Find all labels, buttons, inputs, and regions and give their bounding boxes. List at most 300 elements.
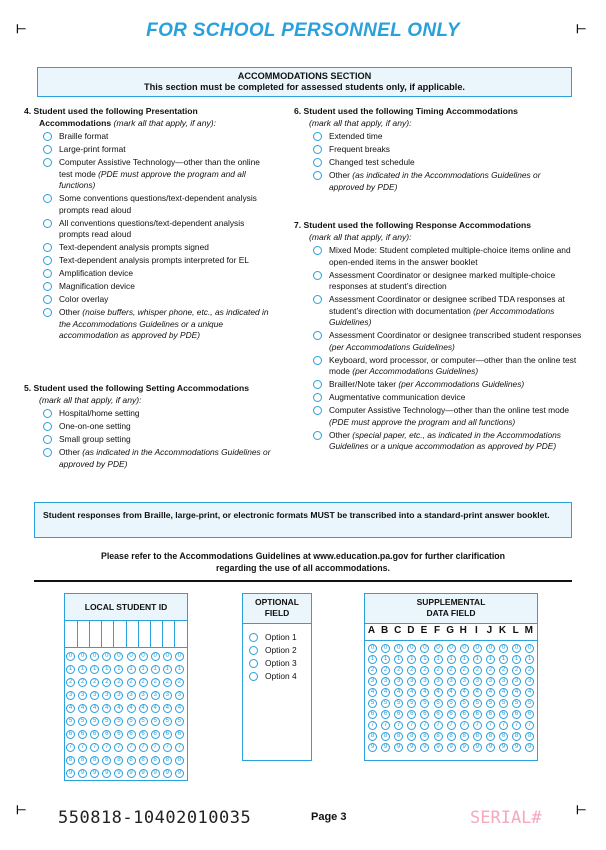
digit-bubble[interactable]: 0 [114,652,123,661]
digit-bubble[interactable]: 9 [473,743,482,752]
option-item[interactable] [309,131,564,143]
radio-bubble[interactable] [43,435,52,444]
digit-bubble[interactable]: 5 [78,717,87,726]
digit-bubble[interactable]: 1 [139,665,148,674]
option-item[interactable] [39,421,274,433]
option-note: (per Accommodations Guidelines) [398,379,525,389]
digit-bubble[interactable]: 2 [127,678,136,687]
radio-bubble[interactable] [313,295,322,304]
digit-bubble[interactable]: 6 [486,710,495,719]
digit-bubble[interactable]: 1 [66,665,75,674]
digit-bubble[interactable]: 5 [114,717,123,726]
digit-bubble[interactable]: 8 [66,756,75,765]
option-item[interactable] [309,144,564,156]
digit-bubble[interactable]: 0 [163,652,172,661]
option-item[interactable] [39,193,274,216]
digit-bubble[interactable]: 6 [78,730,87,739]
digit-bubble[interactable]: 5 [368,699,377,708]
digit-bubble[interactable]: 0 [102,652,111,661]
digit-bubble[interactable]: 9 [407,743,416,752]
digit-bubble[interactable]: 8 [78,756,87,765]
option-item[interactable] [309,392,584,404]
option-label: Augmentative communication device [329,392,466,402]
digit-bubble[interactable]: 8 [127,756,136,765]
digit-bubble[interactable]: 8 [394,732,403,741]
digit-bubble[interactable]: 4 [139,704,148,713]
digit-bubble[interactable]: 2 [420,666,429,675]
digit-bubble[interactable]: 1 [394,655,403,664]
digit-bubble[interactable]: 3 [420,677,429,686]
digit-bubble[interactable]: 2 [139,678,148,687]
digit-bubble[interactable]: 1 [175,665,184,674]
digit-bubble[interactable]: 5 [66,717,75,726]
digit-bubble[interactable]: 6 [127,730,136,739]
digit-bubble[interactable]: 7 [163,743,172,752]
digit-bubble[interactable]: 0 [499,644,508,653]
digit-bubble[interactable]: 8 [434,732,443,741]
digit-bubble[interactable]: 0 [381,644,390,653]
digit-bubble[interactable]: 5 [139,717,148,726]
digit-bubble[interactable]: 4 [381,688,390,697]
digit-bubble[interactable]: 1 [512,655,521,664]
digit-bubble[interactable]: 6 [151,730,160,739]
digit-bubble[interactable]: 9 [66,769,75,778]
digit-bubble[interactable]: 1 [151,665,160,674]
radio-bubble[interactable] [313,331,322,340]
digit-bubble[interactable]: 0 [151,652,160,661]
digit-bubble[interactable]: 0 [486,644,495,653]
digit-bubble[interactable]: 8 [460,732,469,741]
digit-bubble[interactable]: 0 [368,644,377,653]
digit-bubble[interactable]: 0 [420,644,429,653]
digit-bubble[interactable]: 6 [512,710,521,719]
radio-bubble[interactable] [313,246,322,255]
digit-bubble[interactable]: 8 [486,732,495,741]
digit-bubble[interactable]: 2 [102,678,111,687]
digit-bubble[interactable]: 2 [447,666,456,675]
digit-bubble[interactable]: 5 [381,699,390,708]
digit-bubble[interactable]: 8 [175,756,184,765]
digit-bubble[interactable]: 9 [114,769,123,778]
digit-bubble[interactable]: 3 [434,677,443,686]
digit-bubble[interactable]: 1 [78,665,87,674]
digit-bubble[interactable]: 8 [499,732,508,741]
digit-bubble[interactable]: 1 [90,665,99,674]
digit-bubble[interactable]: 2 [66,678,75,687]
digit-bubble[interactable]: 7 [139,743,148,752]
digit-bubble[interactable]: 6 [102,730,111,739]
radio-bubble[interactable] [43,256,52,265]
digit-bubble[interactable]: 1 [420,655,429,664]
digit-bubble[interactable]: 4 [447,688,456,697]
digit-bubble[interactable]: 0 [139,652,148,661]
option-item[interactable] [39,408,274,420]
digit-bubble[interactable]: 1 [499,655,508,664]
radio-bubble[interactable] [249,633,258,642]
digit-bubble[interactable]: 2 [473,666,482,675]
digit-bubble[interactable]: 3 [499,677,508,686]
digit-bubble[interactable]: 9 [499,743,508,752]
option-item[interactable] [39,281,274,293]
digit-bubble[interactable]: 5 [407,699,416,708]
option-item[interactable] [309,294,584,329]
digit-bubble[interactable]: 9 [434,743,443,752]
digit-bubble[interactable]: 8 [368,732,377,741]
digit-bubble[interactable]: 8 [407,732,416,741]
digit-bubble[interactable]: 8 [163,756,172,765]
digit-bubble[interactable]: 3 [175,691,184,700]
radio-bubble[interactable] [249,659,258,668]
option-item[interactable] [309,355,584,378]
digit-bubble[interactable]: 4 [175,704,184,713]
digit-bubble[interactable]: 5 [499,699,508,708]
digit-bubble[interactable]: 6 [434,710,443,719]
option-item[interactable] [309,157,564,169]
digit-bubble[interactable]: 9 [447,743,456,752]
radio-bubble[interactable] [313,356,322,365]
option-item[interactable] [39,294,274,306]
digit-bubble[interactable]: 4 [407,688,416,697]
digit-bubble[interactable]: 7 [486,721,495,730]
digit-bubble[interactable]: 3 [66,691,75,700]
option-item[interactable] [309,330,584,353]
digit-bubble[interactable]: 0 [460,644,469,653]
digit-bubble[interactable]: 3 [512,677,521,686]
digit-bubble[interactable]: 9 [151,769,160,778]
radio-bubble[interactable] [43,409,52,418]
digit-bubble[interactable]: 2 [114,678,123,687]
digit-bubble[interactable]: 7 [499,721,508,730]
digit-bubble[interactable]: 5 [447,699,456,708]
digit-bubble[interactable]: 7 [127,743,136,752]
digit-bubble[interactable]: 1 [127,665,136,674]
digit-bubble[interactable]: 5 [486,699,495,708]
digit-bubble[interactable]: 7 [473,721,482,730]
digit-bubble[interactable]: 3 [78,691,87,700]
digit-bubble[interactable]: 1 [114,665,123,674]
digit-bubble[interactable]: 4 [499,688,508,697]
radio-bubble[interactable] [43,145,52,154]
digit-bubble[interactable]: 8 [139,756,148,765]
digit-bubble[interactable]: 4 [525,688,534,697]
digit-bubble[interactable]: 1 [381,655,390,664]
radio-bubble[interactable] [43,194,52,203]
digit-bubble[interactable]: 0 [447,644,456,653]
radio-bubble[interactable] [43,448,52,457]
option-item[interactable] [309,430,584,453]
digit-bubble[interactable]: 0 [78,652,87,661]
optional-option[interactable] [245,671,311,683]
radio-bubble[interactable] [249,672,258,681]
radio-bubble[interactable] [313,406,322,415]
option-item[interactable] [309,170,564,193]
digit-bubble[interactable]: 3 [90,691,99,700]
digit-bubble[interactable]: 5 [163,717,172,726]
digit-bubble[interactable]: 9 [139,769,148,778]
digit-bubble[interactable]: 0 [394,644,403,653]
digit-bubble[interactable]: 3 [368,677,377,686]
digit-bubble[interactable]: 1 [407,655,416,664]
digit-bubble[interactable]: 5 [175,717,184,726]
digit-bubble[interactable]: 4 [394,688,403,697]
digit-bubble[interactable]: 2 [90,678,99,687]
digit-bubble[interactable]: 6 [499,710,508,719]
digit-bubble[interactable]: 0 [525,644,534,653]
digit-bubble[interactable]: 9 [78,769,87,778]
digit-bubble[interactable]: 5 [394,699,403,708]
digit-bubble[interactable]: 6 [114,730,123,739]
digit-bubble[interactable]: 0 [407,644,416,653]
digit-bubble[interactable]: 2 [368,666,377,675]
digit-bubble[interactable]: 4 [434,688,443,697]
option-item[interactable] [39,131,274,143]
digit-bubble[interactable]: 6 [90,730,99,739]
option-item[interactable] [39,218,274,241]
digit-bubble[interactable]: 6 [368,710,377,719]
optional-option[interactable] [245,658,311,670]
digit-bubble[interactable]: 4 [473,688,482,697]
digit-bubble[interactable]: 7 [151,743,160,752]
digit-bubble[interactable]: 4 [420,688,429,697]
digit-bubble[interactable]: 2 [460,666,469,675]
digit-bubble[interactable]: 0 [473,644,482,653]
digit-bubble[interactable]: 3 [447,677,456,686]
radio-bubble[interactable] [43,132,52,141]
option-item[interactable] [39,255,274,267]
digit-bubble[interactable]: 6 [420,710,429,719]
digit-bubble[interactable]: 6 [525,710,534,719]
digit-bubble[interactable]: 3 [525,677,534,686]
radio-bubble[interactable] [249,646,258,655]
digit-bubble[interactable]: 7 [394,721,403,730]
digit-bubble[interactable]: 6 [175,730,184,739]
digit-bubble[interactable]: 9 [163,769,172,778]
digit-bubble[interactable]: 9 [368,743,377,752]
digit-bubble[interactable]: 9 [420,743,429,752]
radio-bubble[interactable] [313,158,322,167]
radio-bubble[interactable] [43,243,52,252]
accommodations-title: ACCOMMODATIONS SECTION [237,71,372,81]
digit-bubble[interactable]: 1 [434,655,443,664]
digit-bubble[interactable]: 4 [127,704,136,713]
digit-bubble[interactable]: 2 [486,666,495,675]
digit-bubble[interactable]: 2 [434,666,443,675]
digit-bubble[interactable]: 8 [420,732,429,741]
digit-bubble[interactable]: 1 [368,655,377,664]
option-item[interactable] [309,270,584,293]
option-item[interactable] [39,242,274,254]
option-item[interactable] [39,307,274,342]
digit-bubble[interactable]: 6 [381,710,390,719]
digit-bubble[interactable]: 2 [175,678,184,687]
digit-bubble[interactable]: 1 [460,655,469,664]
section-title: 4. Student used the following Presentation [24,106,198,116]
digit-bubble[interactable]: 9 [394,743,403,752]
digit-bubble[interactable]: 3 [473,677,482,686]
digit-bubble[interactable]: 0 [90,652,99,661]
digit-bubble[interactable]: 9 [486,743,495,752]
digit-bubble[interactable]: 1 [473,655,482,664]
option-item[interactable] [309,405,584,428]
digit-bubble[interactable]: 5 [102,717,111,726]
radio-bubble[interactable] [313,145,322,154]
digit-bubble[interactable]: 3 [460,677,469,686]
option-item[interactable] [309,379,584,391]
digit-bubble[interactable]: 5 [473,699,482,708]
radio-bubble[interactable] [43,282,52,291]
option-item[interactable] [39,434,274,446]
digit-bubble[interactable]: 9 [90,769,99,778]
optional-option[interactable] [245,645,311,657]
entry-cell-divider [138,621,139,647]
digit-bubble[interactable]: 1 [486,655,495,664]
digit-bubble[interactable]: 2 [163,678,172,687]
digit-bubble[interactable]: 1 [447,655,456,664]
digit-bubble[interactable]: 7 [460,721,469,730]
digit-bubble[interactable]: 7 [434,721,443,730]
digit-bubble[interactable]: 0 [127,652,136,661]
digit-bubble[interactable]: 6 [447,710,456,719]
digit-bubble[interactable]: 3 [127,691,136,700]
digit-bubble[interactable]: 5 [90,717,99,726]
digit-bubble[interactable]: 2 [512,666,521,675]
local-student-id-entry-row[interactable] [65,621,187,648]
digit-bubble[interactable]: 3 [102,691,111,700]
digit-bubble[interactable]: 7 [420,721,429,730]
digit-bubble[interactable]: 7 [368,721,377,730]
digit-bubble[interactable]: 6 [407,710,416,719]
digit-bubble[interactable]: 7 [512,721,521,730]
digit-bubble[interactable]: 8 [447,732,456,741]
digit-bubble[interactable]: 1 [102,665,111,674]
option-item[interactable] [309,245,584,268]
digit-bubble[interactable]: 2 [381,666,390,675]
digit-bubble[interactable]: 9 [102,769,111,778]
digit-bubble[interactable]: 7 [175,743,184,752]
digit-bubble[interactable]: 8 [151,756,160,765]
digit-bubble[interactable]: 3 [114,691,123,700]
digit-bubble[interactable]: 1 [525,655,534,664]
digit-bubble[interactable]: 3 [151,691,160,700]
radio-bubble[interactable] [43,269,52,278]
digit-bubble[interactable]: 4 [66,704,75,713]
digit-bubble[interactable]: 6 [394,710,403,719]
radio-bubble[interactable] [313,171,322,180]
digit-bubble[interactable]: 2 [407,666,416,675]
option-item[interactable] [39,268,274,280]
digit-bubble[interactable]: 0 [434,644,443,653]
digit-bubble[interactable]: 4 [90,704,99,713]
radio-bubble[interactable] [43,308,52,317]
digit-bubble[interactable]: 7 [525,721,534,730]
digit-bubble[interactable]: 9 [381,743,390,752]
radio-bubble[interactable] [313,380,322,389]
option-item[interactable] [39,157,274,192]
digit-bubble[interactable]: 4 [102,704,111,713]
digit-bubble[interactable]: 0 [512,644,521,653]
digit-bubble[interactable]: 9 [127,769,136,778]
digit-bubble[interactable]: 6 [163,730,172,739]
digit-bubble[interactable]: 1 [163,665,172,674]
digit-bubble[interactable]: 3 [381,677,390,686]
digit-bubble[interactable]: 0 [175,652,184,661]
digit-bubble[interactable]: 5 [127,717,136,726]
digit-bubble[interactable]: 6 [473,710,482,719]
digit-bubble[interactable]: 6 [139,730,148,739]
digit-bubble[interactable]: 4 [78,704,87,713]
digit-bubble[interactable]: 4 [486,688,495,697]
radio-bubble[interactable] [313,271,322,280]
digit-bubble[interactable]: 5 [460,699,469,708]
digit-bubble[interactable]: 9 [175,769,184,778]
digit-bubble[interactable]: 2 [499,666,508,675]
digit-bubble[interactable]: 8 [381,732,390,741]
digit-bubble[interactable]: 3 [407,677,416,686]
radio-bubble[interactable] [313,132,322,141]
digit-bubble[interactable]: 7 [66,743,75,752]
digit-bubble[interactable]: 7 [381,721,390,730]
digit-bubble[interactable]: 8 [512,732,521,741]
digit-bubble[interactable]: 0 [66,652,75,661]
digit-bubble[interactable]: 3 [486,677,495,686]
digit-bubble[interactable]: 4 [512,688,521,697]
digit-bubble[interactable]: 3 [394,677,403,686]
digit-bubble[interactable]: 6 [66,730,75,739]
digit-bubble[interactable]: 9 [460,743,469,752]
digit-bubble[interactable]: 4 [163,704,172,713]
radio-bubble[interactable] [313,431,322,440]
digit-bubble[interactable]: 9 [525,743,534,752]
radio-bubble[interactable] [43,219,52,228]
optional-option[interactable] [245,632,311,644]
digit-bubble[interactable]: 7 [407,721,416,730]
digit-bubble[interactable]: 7 [114,743,123,752]
radio-bubble[interactable] [43,295,52,304]
digit-bubble[interactable]: 2 [394,666,403,675]
digit-bubble[interactable]: 5 [420,699,429,708]
digit-bubble[interactable]: 6 [460,710,469,719]
digit-bubble[interactable]: 7 [78,743,87,752]
digit-bubble[interactable]: 5 [525,699,534,708]
digit-bubble[interactable]: 9 [512,743,521,752]
digit-bubble[interactable]: 2 [151,678,160,687]
digit-bubble[interactable]: 3 [163,691,172,700]
digit-bubble[interactable]: 4 [460,688,469,697]
digit-bubble[interactable]: 2 [78,678,87,687]
digit-bubble[interactable]: 7 [447,721,456,730]
digit-bubble[interactable]: 8 [525,732,534,741]
radio-bubble[interactable] [43,422,52,431]
digit-bubble[interactable]: 8 [114,756,123,765]
digit-bubble[interactable]: 8 [90,756,99,765]
option-item[interactable] [39,447,274,470]
digit-bubble[interactable]: 7 [102,743,111,752]
digit-bubble[interactable]: 7 [90,743,99,752]
digit-bubble[interactable]: 8 [473,732,482,741]
digit-bubble[interactable]: 5 [151,717,160,726]
digit-bubble[interactable]: 2 [525,666,534,675]
digit-bubble[interactable]: 8 [102,756,111,765]
radio-bubble[interactable] [43,158,52,167]
option-item[interactable] [39,144,274,156]
radio-bubble[interactable] [313,393,322,402]
digit-bubble[interactable]: 5 [434,699,443,708]
digit-bubble[interactable]: 4 [114,704,123,713]
digit-bubble[interactable]: 4 [151,704,160,713]
digit-bubble[interactable]: 5 [512,699,521,708]
digit-bubble[interactable]: 4 [368,688,377,697]
digit-bubble[interactable]: 3 [139,691,148,700]
